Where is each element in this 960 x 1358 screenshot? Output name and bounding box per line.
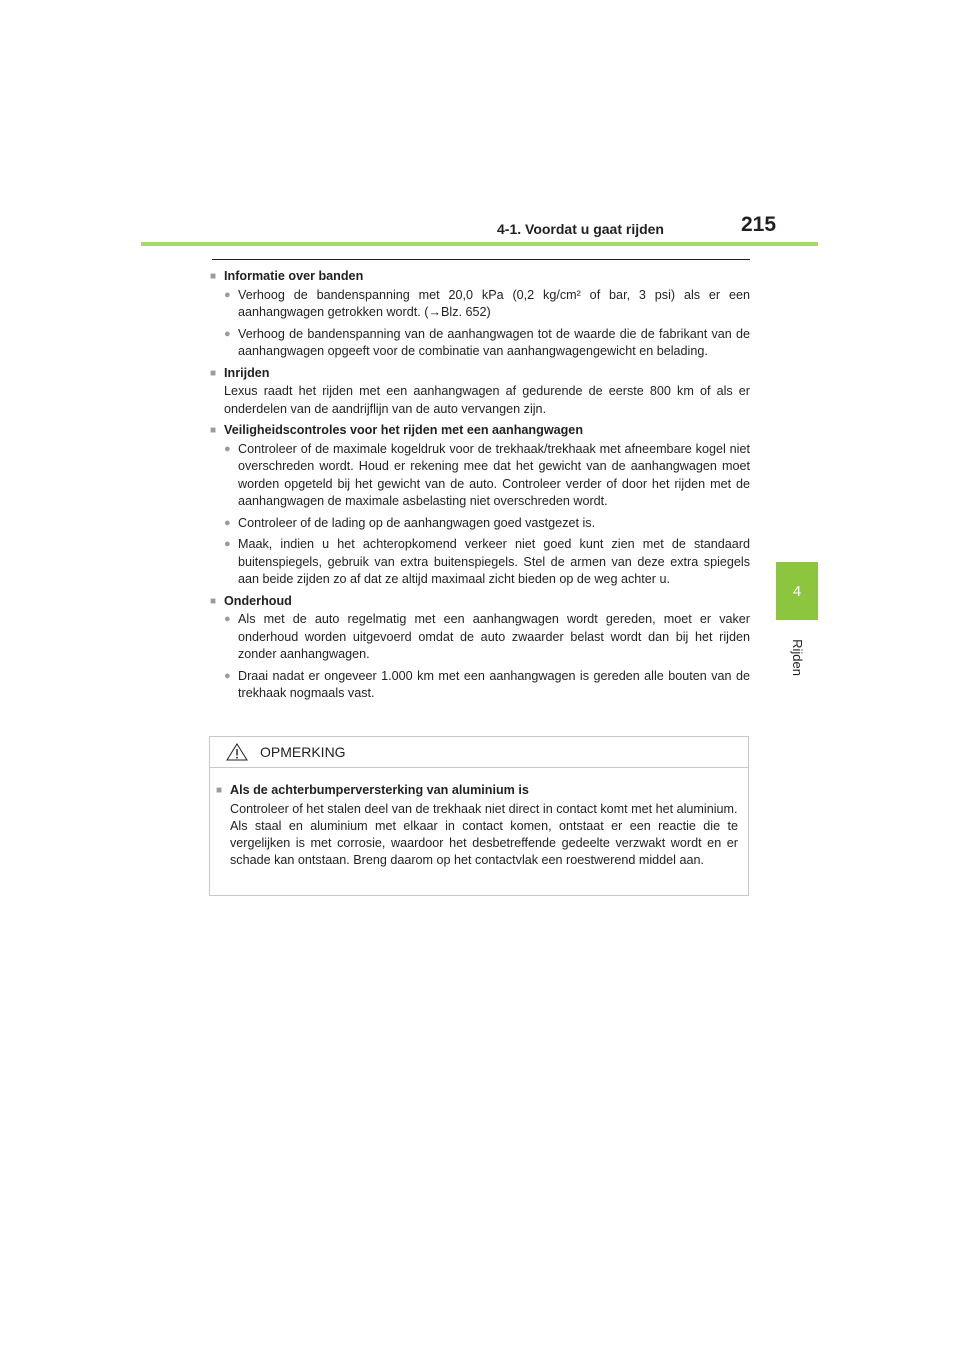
- section-tire-info: [210, 268, 750, 361]
- warning-triangle-icon: [226, 743, 248, 761]
- notice-box: [209, 736, 749, 896]
- square-bullet-icon: ■: [210, 595, 217, 607]
- list-item-text: Maak, indien u het achteropkomend verkeer niet goed kunt zien met de standaard buitenspiegels, gebruik van extra buitenspiegels. Stel de armen van deze extra spiegels aan beide zijden zo af dat ze altijd maximaal zicht bieden op de weg achter u.: [238, 537, 750, 586]
- list-item: [210, 441, 750, 511]
- circle-bullet-icon: ●: [224, 442, 231, 455]
- square-bullet-icon: ■: [210, 367, 217, 379]
- list-item: [210, 326, 750, 361]
- chapter-tab[interactable]: [776, 562, 818, 620]
- notice-body: [210, 768, 748, 869]
- section-maintenance: [210, 593, 750, 703]
- section-break-in: [210, 365, 750, 419]
- notice-label: OPMERKING: [260, 744, 346, 760]
- list-item-text: Verhoog de bandenspanning met 20,0 kPa (0,2 kg/cm² of bar, 3 psi) als er een aanhangwagen getrokken wordt. (→Blz. 652): [238, 287, 750, 319]
- circle-bullet-icon: ●: [224, 288, 231, 301]
- circle-bullet-icon: ●: [224, 538, 231, 550]
- chapter-side-label: [775, 632, 819, 682]
- circle-bullet-icon: ●: [224, 669, 231, 682]
- square-bullet-icon: ■: [210, 271, 217, 282]
- list-item-text: Controleer of de lading op de aanhangwagen goed vastgezet is.: [238, 515, 596, 530]
- notice-paragraph: Controleer of het stalen deel van de trekhaak niet direct in contact komt met het aluminium.: [230, 801, 738, 816]
- circle-bullet-icon: ●: [224, 613, 231, 625]
- circle-bullet-icon: ●: [224, 327, 231, 340]
- list-item-text: Verhoog de bandenspanning van de aanhangwagen tot de waarde die de fabrikant van de aanhangwagen opgeeft voor de combinatie van aanhangwagengewicht en belading.: [238, 326, 750, 358]
- content-top-rule: [212, 259, 750, 260]
- circle-bullet-icon: ●: [224, 516, 231, 529]
- list-item: [210, 515, 750, 533]
- section-title: Informatie over banden: [224, 269, 364, 283]
- list-item: [210, 536, 750, 589]
- square-bullet-icon: ■: [216, 785, 223, 796]
- square-bullet-icon: ■: [210, 425, 217, 436]
- list-item: [210, 611, 750, 664]
- notice-header: [210, 737, 748, 768]
- header-rule: [141, 242, 818, 246]
- notice-paragraph: Als staal en aluminium met elkaar in contact komen, ontstaat er een reactie die te vergelijken is met corrosie, waardoor het desbetreffende gedeelte verzwakt wordt en er schade kan ontstaan. Breng daarom op het contactvlak een roestwerend middel aan.: [230, 818, 738, 867]
- chapter-side-label-text: Rijden: [789, 638, 805, 676]
- page-number: 215: [741, 213, 777, 236]
- section-title: Veiligheidscontroles voor het rijden met een aanhangwagen: [224, 423, 584, 437]
- notice-title: Als de achterbumperversterking van aluminium is: [230, 783, 529, 797]
- section-safety-checks: [210, 422, 750, 589]
- list-item-text: Controleer of de maximale kogeldruk voor de trekhaak/trekhaak met afneembare kogel niet overschreden wordt. Houd er rekening mee dat het gewicht van de aanhangwagen moet worden opgeteld bij het gewicht van de auto. Controleer verder of door het rijden met de aanhangwagen de maximale asbelasting niet overschreden wordt.: [238, 441, 750, 508]
- section-paragraph: Lexus raadt het rijden met een aanhangwagen af gedurende de eerste 800 km of als er onderdelen van de aandrijflijn van de auto vervangen zijn.: [224, 384, 750, 416]
- chapter-header: 4-1. Voordat u gaat rijden: [497, 221, 664, 237]
- list-item: [210, 287, 750, 322]
- section-title: Inrijden: [224, 365, 270, 380]
- list-item-text: Draai nadat er ongeveer 1.000 km met een aanhangwagen is gereden alle bouten van de trekhaak nogmaals vast.: [238, 668, 750, 700]
- page-content: [210, 268, 750, 707]
- list-item-text: Als met de auto regelmatig met een aanhangwagen wordt gereden, moet er vaker onderhoud worden uitgevoerd omdat de auto zwaarder belast wordt dan bij het rijden zonder aanhangwagen.: [238, 612, 750, 661]
- chapter-tab-number: 4: [792, 582, 802, 600]
- list-item: [210, 668, 750, 703]
- section-title: Onderhoud: [224, 593, 292, 608]
